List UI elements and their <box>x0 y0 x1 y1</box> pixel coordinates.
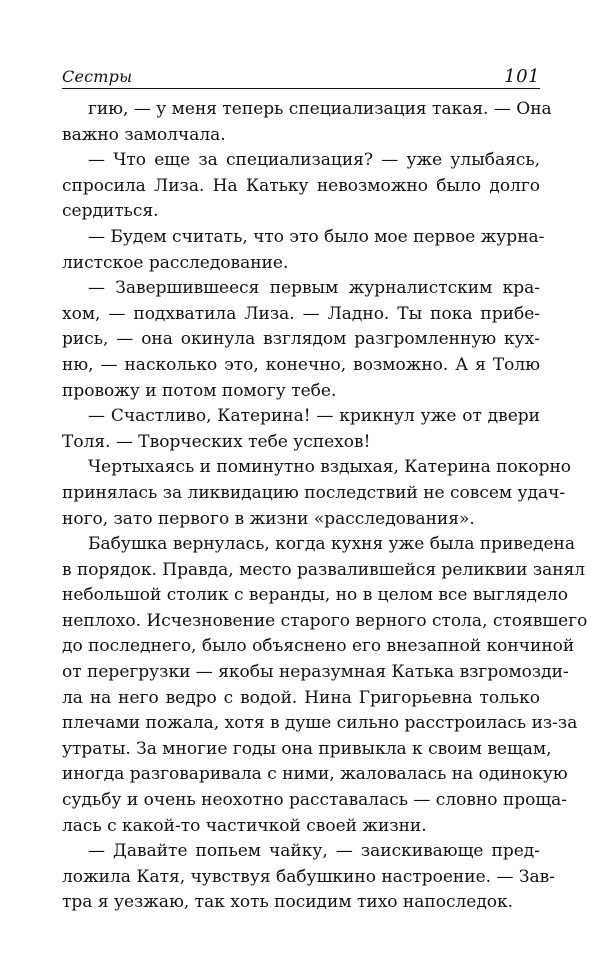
text-line: листское расследование. <box>62 252 289 273</box>
running-title: Сестры <box>62 67 133 86</box>
text-line: — Завершившееся первым журналистским кра- <box>88 278 540 299</box>
paragraph <box>62 225 545 276</box>
paragraph <box>62 148 540 225</box>
text-line: Толя. — Творческих тебе успехов! <box>62 431 371 452</box>
running-header <box>62 62 540 89</box>
text-line: лась с какой-то частичкой своей жизни. <box>62 815 427 836</box>
text-line: провожу и потом помогу тебе. <box>62 380 337 401</box>
text-line: хом, — подхватила Лиза. — Ладно. Ты пока прибе- <box>62 303 540 324</box>
text-line: тра я уезжаю, так хоть посидим тихо напоследок. <box>62 892 514 913</box>
text-line: небольшой столик с веранды, но в целом все выглядело <box>62 585 568 606</box>
text-line: неплохо. Исчезновение старого верного стола, стоявшего <box>62 610 588 631</box>
text-line: судьбу и очень неохотно расставалась — словно проща- <box>62 790 568 811</box>
text-line: — Давайте попьем чайку, — заискивающе пред- <box>88 841 540 862</box>
text-line: Чертыхаясь и поминутно вздыхая, Катерина покорно <box>88 457 572 478</box>
text-line: ного, зато первого в жизни «расследования». <box>62 508 475 529</box>
paragraph <box>62 839 555 916</box>
text-line: сердиться. <box>62 201 159 222</box>
paragraph <box>62 455 572 532</box>
paragraph <box>62 532 588 839</box>
text-line: Бабушка вернулась, когда кухня уже была приведена <box>88 534 576 555</box>
paragraph <box>62 276 540 404</box>
text-line: принялась за ликвидацию последствий не совсем удач- <box>62 482 566 503</box>
text-line: важно замолчала. <box>62 124 226 145</box>
text-line: — Счастливо, Катерина! — крикнул уже от двери <box>88 406 540 427</box>
text-line: утраты. За многие годы она привыкла к своим вещам, <box>62 738 552 759</box>
text-line: от перегрузки — якобы неразумная Катька взгромозди- <box>62 662 569 683</box>
text-line: ню, — насколько это, конечно, возможно. А я Толю <box>62 354 540 375</box>
text-line: спросила Лиза. На Катьку невозможно было долго <box>62 175 540 196</box>
paragraph <box>62 97 552 148</box>
text-line: ла на него ведро с водой. Нина Григорьевна только <box>62 687 540 708</box>
text-line: иногда разговаривала с ними, жаловалась на одинокую <box>62 764 568 785</box>
text-line: — Что еще за специализация? — уже улыбаясь, <box>88 150 540 171</box>
text-line: рись, — она окинула взглядом разгромленную кух- <box>62 329 540 350</box>
text-line: — Будем считать, что это было мое первое журна- <box>88 226 545 247</box>
page-number: 101 <box>504 66 540 87</box>
text-line: плечами пожала, хотя в душе сильно расстроилась из-за <box>62 713 578 734</box>
text-line: гию, — у меня теперь специализация такая. — Она <box>88 99 552 119</box>
text-line: до последнего, было объяснено его внезапной кончиной <box>62 636 575 657</box>
text-line: в порядок. Правда, место развалившейся реликвии занял <box>62 559 586 580</box>
body-text <box>62 97 588 916</box>
text-line: ложила Катя, чувствуя бабушкино настроение. — Зав- <box>62 866 555 887</box>
paragraph <box>62 404 540 455</box>
